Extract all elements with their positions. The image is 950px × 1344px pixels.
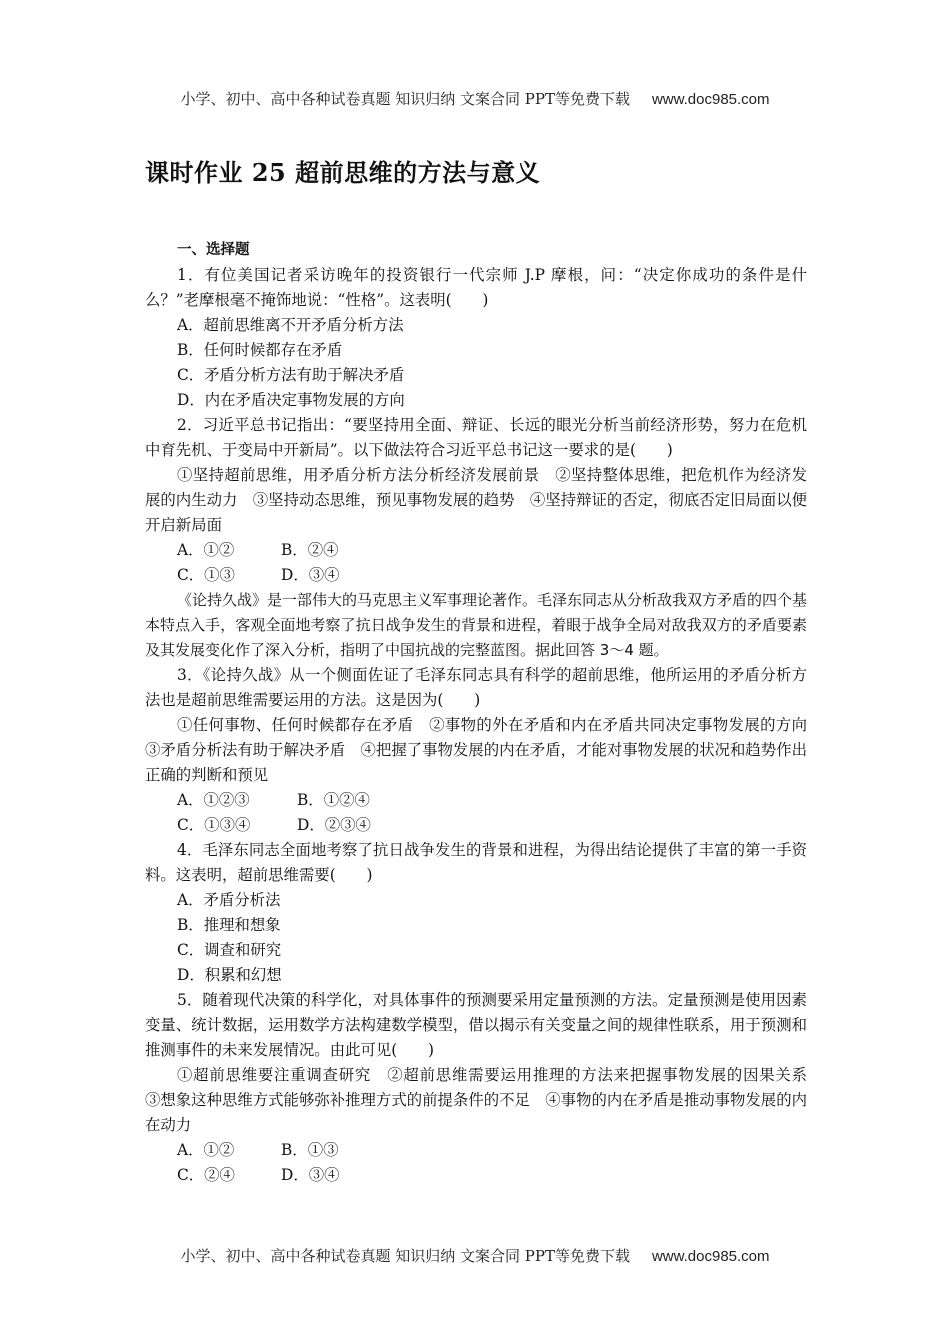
q5-option-a: A．①② — [177, 1141, 235, 1159]
footer-banner — [0, 1245, 950, 1266]
q5-options-row-1 — [145, 1138, 807, 1163]
q4-option-d: D．积累和幻想 — [177, 966, 282, 984]
q1-option-c: C．矛盾分析方法有助于解决矛盾 — [177, 366, 405, 384]
banner-site[interactable]: www.doc985.com — [651, 91, 770, 108]
q3-stem: 3．《论持久战》从一个侧面佐证了毛泽东同志具有科学的超前思维，他所运用的矛盾分析方法也是超前思维需要运用的方法。这是因为( ) — [145, 666, 807, 709]
header-banner — [0, 88, 950, 109]
reading-material: 《论持久战》是一部伟大的马克思主义军事理论著作。毛泽东同志从分析敌我双方矛盾的四个基本特点入手，客观全面地考察了抗日战争发生的背景和进程，着眼于战争全局对敌我双方的矛盾要素及其发展变化作了深入分析，指明了中国抗战的完整蓝图。据此回答 3～4 题。 — [145, 591, 808, 659]
q3-option-a: A．①②③ — [177, 791, 250, 809]
q5-option-c: C．②④ — [177, 1166, 235, 1184]
q2-option-c: C．①③ — [177, 566, 235, 584]
q4-option-c: C．调查和研究 — [177, 941, 282, 959]
footer-banner-text: 小学、初中、高中各种试卷真题 知识归纳 文案合同 PPT等免费下载 — [180, 1247, 630, 1265]
banner-text: 小学、初中、高中各种试卷真题 知识归纳 文案合同 PPT等免费下载 — [180, 90, 630, 108]
q2-option-a: A．①② — [177, 541, 235, 559]
q5-option-d: D．③④ — [281, 1166, 340, 1184]
page-title: 课时作业 25 超前思维的方法与意义 — [145, 158, 541, 187]
q5-options-row-2 — [145, 1163, 807, 1188]
q4-option-a: A．矛盾分析法 — [177, 891, 281, 909]
q2-options-row-1 — [145, 538, 807, 563]
q2-items: ①坚持超前思维，用矛盾分析方法分析经济发展前景 ②坚持整体思维，把危机作为经济发展的内生动力 ③坚持动态思维，预见事物发展的趋势 ④坚持辩证的否定，彻底否定旧局面以便开启新局面 — [145, 466, 807, 534]
q2-option-d: D．③④ — [281, 566, 340, 584]
q1-option-d: D．内在矛盾决定事物发展的方向 — [177, 391, 405, 409]
q4-stem: 4．毛泽东同志全面地考察了抗日战争发生的背景和进程，为得出结论提供了丰富的第一手资料。这表明，超前思维需要( ) — [145, 841, 807, 884]
q3-options-row-1 — [145, 788, 807, 813]
q5-items: ①超前思维要注重调查研究 ②超前思维需要运用推理的方法来把握事物发展的因果关系 ③想象这种思维方式能够弥补推理方式的前提条件的不足 ④事物的内在矛盾是推动事物发展的内在动力 — [145, 1066, 823, 1134]
q4-option-b: B．推理和想象 — [177, 916, 281, 934]
q2-stem: 2．习近平总书记指出：“要坚持用全面、辩证、长远的眼光分析当前经济形势，努力在危机中育先机、于变局中开新局”。以下做法符合习近平总书记这一要求的是( ) — [145, 416, 807, 459]
q2-options-row-2 — [145, 563, 807, 588]
q5-stem: 5．随着现代决策的科学化，对具体事件的预测要采用定量预测的方法。定量预测是使用因素变量、统计数据，运用数学方法构建数学模型，借以揭示有关变量之间的规律性联系，用于预测和推测事件的未来发展情况。由此可见( ) — [145, 991, 807, 1059]
footer-banner-site[interactable]: www.doc985.com — [651, 1248, 770, 1265]
section-heading: 一、选择题 — [177, 242, 250, 258]
q1-option-b: B．任何时候都存在矛盾 — [177, 341, 343, 359]
q3-option-d: D．②③④ — [297, 816, 371, 834]
question-content — [145, 238, 823, 1188]
q2-option-b: B．②④ — [281, 541, 339, 559]
q1-stem: 1．有位美国记者采访晚年的投资银行一代宗师 J.P 摩根，问：“决定你成功的条件是什么？”老摩根毫不掩饰地说：“性格”。这表明( ) — [145, 266, 807, 309]
q5-option-b: B．①③ — [281, 1141, 339, 1159]
q1-option-a: A．超前思维离不开矛盾分析方法 — [177, 316, 404, 334]
q3-option-b: B．①②④ — [297, 791, 370, 809]
q3-items: ①任何事物、任何时候都存在矛盾 ②事物的外在矛盾和内在矛盾共同决定事物发展的方向 ③矛盾分析法有助于解决矛盾 ④把握了事物发展的内在矛盾，才能对事物发展的状况和趋势作出正确的判断和预见 — [145, 716, 823, 784]
q3-options-row-2 — [145, 813, 807, 838]
q3-option-c: C．①③④ — [177, 816, 251, 834]
